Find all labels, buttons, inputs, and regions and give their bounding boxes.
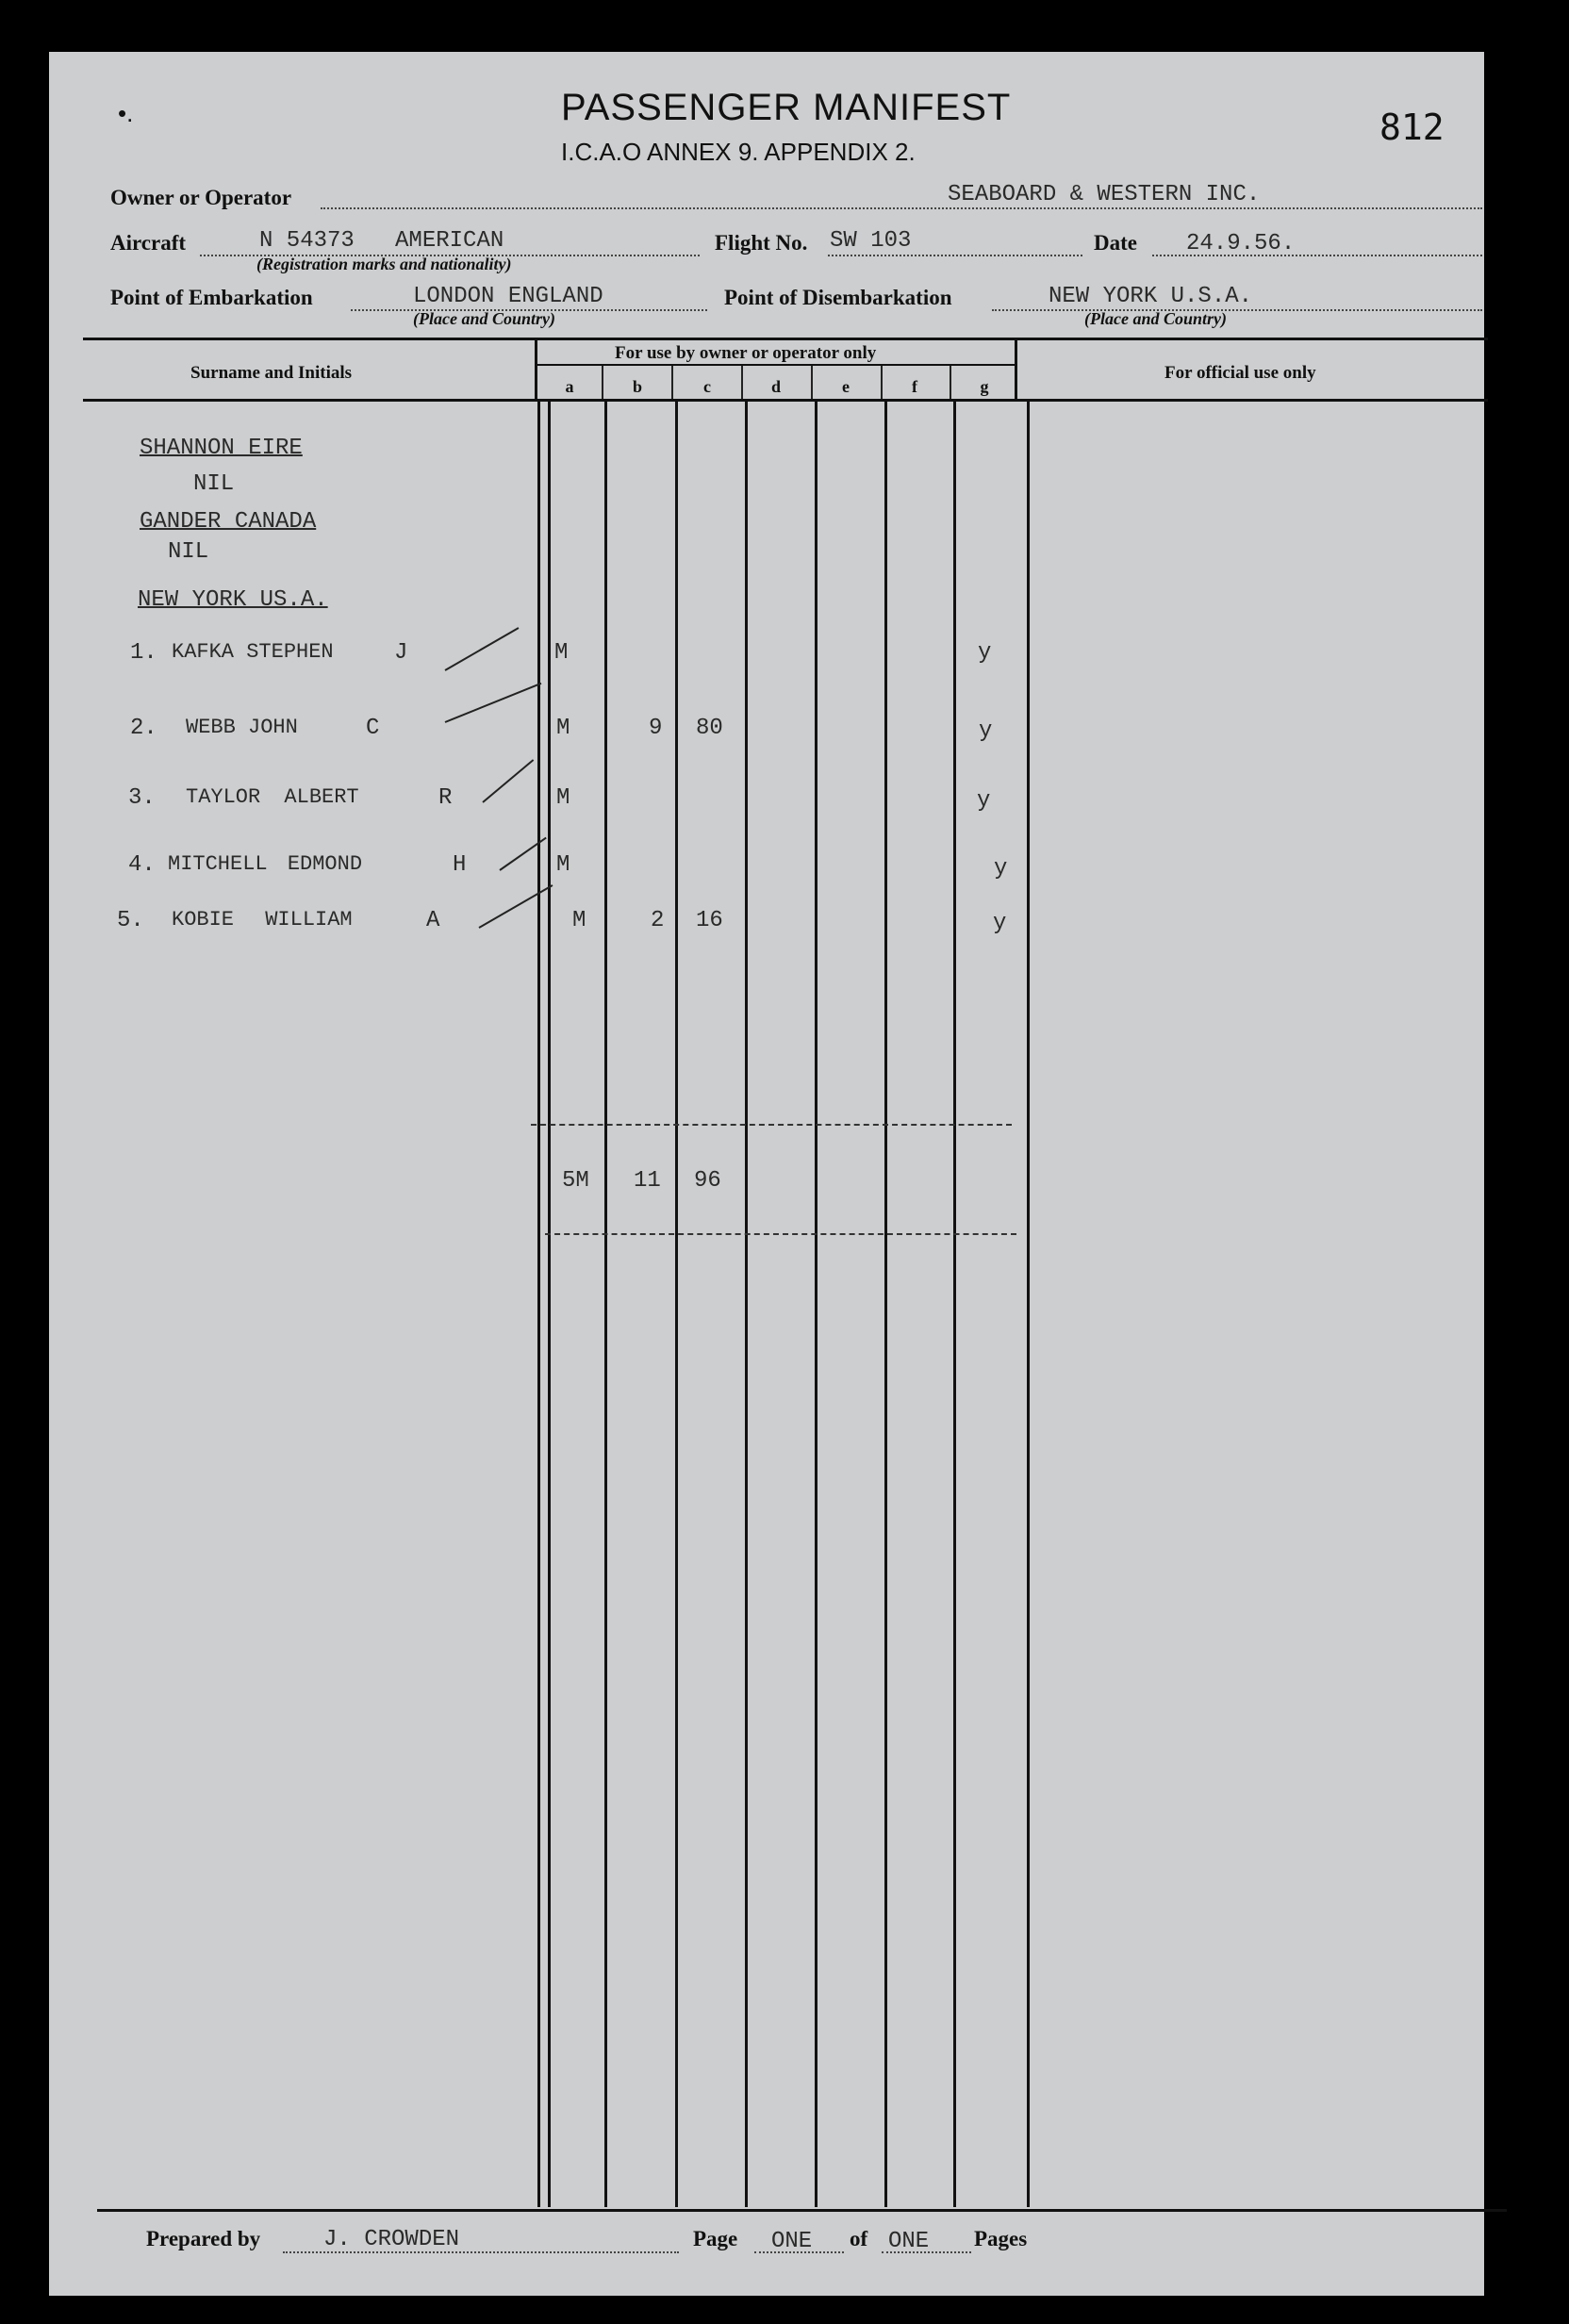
stop-note: NIL: [168, 539, 209, 565]
column-header-a: a: [565, 377, 574, 396]
passenger-name: KOBIE WILLIAM: [172, 908, 353, 931]
passenger-number: 5.: [117, 908, 144, 933]
page-label: Page: [693, 2227, 738, 2250]
passenger-initial: H: [453, 852, 467, 878]
corner-mark: •.: [118, 99, 134, 127]
passenger-name: WEBB JOHN: [186, 716, 298, 739]
stop-place: NEW YORK US.A.: [138, 587, 328, 613]
passenger-initial: R: [438, 785, 453, 811]
surname-header: Surname and Initials: [190, 363, 353, 383]
column-header-e: e: [842, 377, 850, 396]
pages-label: Pages: [974, 2227, 1028, 2250]
total-col-b: 11: [634, 1168, 661, 1194]
passenger-number: 4.: [128, 852, 156, 878]
passenger-col-a: M: [556, 852, 570, 878]
sheet-number: 812: [1379, 107, 1445, 148]
stop-place: GANDER CANADA: [140, 509, 317, 535]
column-header-g: g: [980, 377, 989, 396]
aircraft-value: N 54373 AMERICAN: [259, 228, 504, 254]
page-value: ONE: [771, 2229, 813, 2254]
official-use-header: For official use only: [1164, 363, 1316, 383]
passenger-number: 2.: [130, 716, 157, 741]
passenger-name: TAYLOR ALBERT: [186, 785, 359, 809]
stop-place: SHANNON EIRE: [140, 436, 303, 461]
passenger-initial: A: [426, 908, 440, 933]
passenger-col-g: y: [994, 856, 1008, 882]
table-header-rule: [83, 399, 1488, 402]
passenger-col-c: 80: [696, 716, 723, 741]
disembarkation-value: NEW YORK U.S.A.: [1049, 284, 1253, 309]
disembarkation-label: Point of Disembarkation: [724, 286, 952, 309]
column-header-b: b: [632, 377, 642, 396]
passenger-col-g: y: [977, 788, 991, 814]
passenger-initial: C: [366, 716, 380, 741]
passenger-col-b: 2: [651, 908, 665, 933]
passenger-col-g: y: [978, 640, 992, 666]
page-subtitle: I.C.A.O ANNEX 9. APPENDIX 2.: [561, 138, 916, 166]
aircraft-note: (Registration marks and nationality): [256, 255, 512, 273]
stop-note: NIL: [193, 471, 235, 497]
prepared-by-value: J. CROWDEN: [323, 2227, 460, 2252]
column-header-c: c: [703, 377, 711, 396]
table-top-rule: [83, 338, 1488, 340]
passenger-col-b: 9: [649, 716, 663, 741]
column-header-f: f: [912, 377, 917, 396]
passenger-number: 3.: [128, 785, 156, 811]
passenger-initial: J: [394, 640, 408, 666]
passenger-col-g: y: [993, 911, 1007, 936]
disembarkation-note: (Place and Country): [1084, 309, 1227, 328]
of-value: ONE: [888, 2229, 930, 2254]
passenger-col-a: M: [556, 785, 570, 811]
embarkation-value: LONDON ENGLAND: [413, 284, 603, 309]
passenger-col-a: M: [556, 716, 570, 741]
owner-label: Owner or Operator: [110, 186, 292, 209]
passenger-col-g: y: [979, 718, 993, 744]
column-header-d: d: [770, 377, 781, 396]
passenger-col-a: M: [554, 640, 569, 666]
passenger-name: KAFKA STEPHEN: [172, 640, 334, 664]
totals-bottom-rule: [545, 1233, 1016, 1235]
passenger-col-a: M: [572, 908, 586, 933]
flight-label: Flight No.: [715, 231, 808, 255]
embarkation-note: (Place and Country): [413, 309, 555, 328]
total-col-a: 5M: [562, 1168, 589, 1194]
table-bottom-rule: [97, 2209, 1507, 2212]
owner-value: SEABOARD & WESTERN INC.: [948, 182, 1261, 207]
date-label: Date: [1094, 231, 1137, 255]
embarkation-label: Point of Embarkation: [110, 286, 313, 309]
page-title: PASSENGER MANIFEST: [561, 87, 1012, 128]
totals-top-rule: [531, 1124, 1012, 1126]
passenger-name: MITCHELL EDMOND: [168, 852, 363, 876]
aircraft-label: Aircraft: [110, 231, 187, 255]
passenger-col-c: 16: [696, 908, 723, 933]
owner-use-header: For use by owner or operator only: [615, 343, 877, 363]
flight-value: SW 103: [830, 228, 912, 254]
passenger-number: 1.: [130, 640, 157, 666]
date-value: 24.9.56.: [1186, 231, 1296, 256]
of-label: of: [850, 2227, 868, 2250]
total-col-c: 96: [694, 1168, 721, 1194]
prepared-by-label: Prepared by: [146, 2227, 261, 2250]
